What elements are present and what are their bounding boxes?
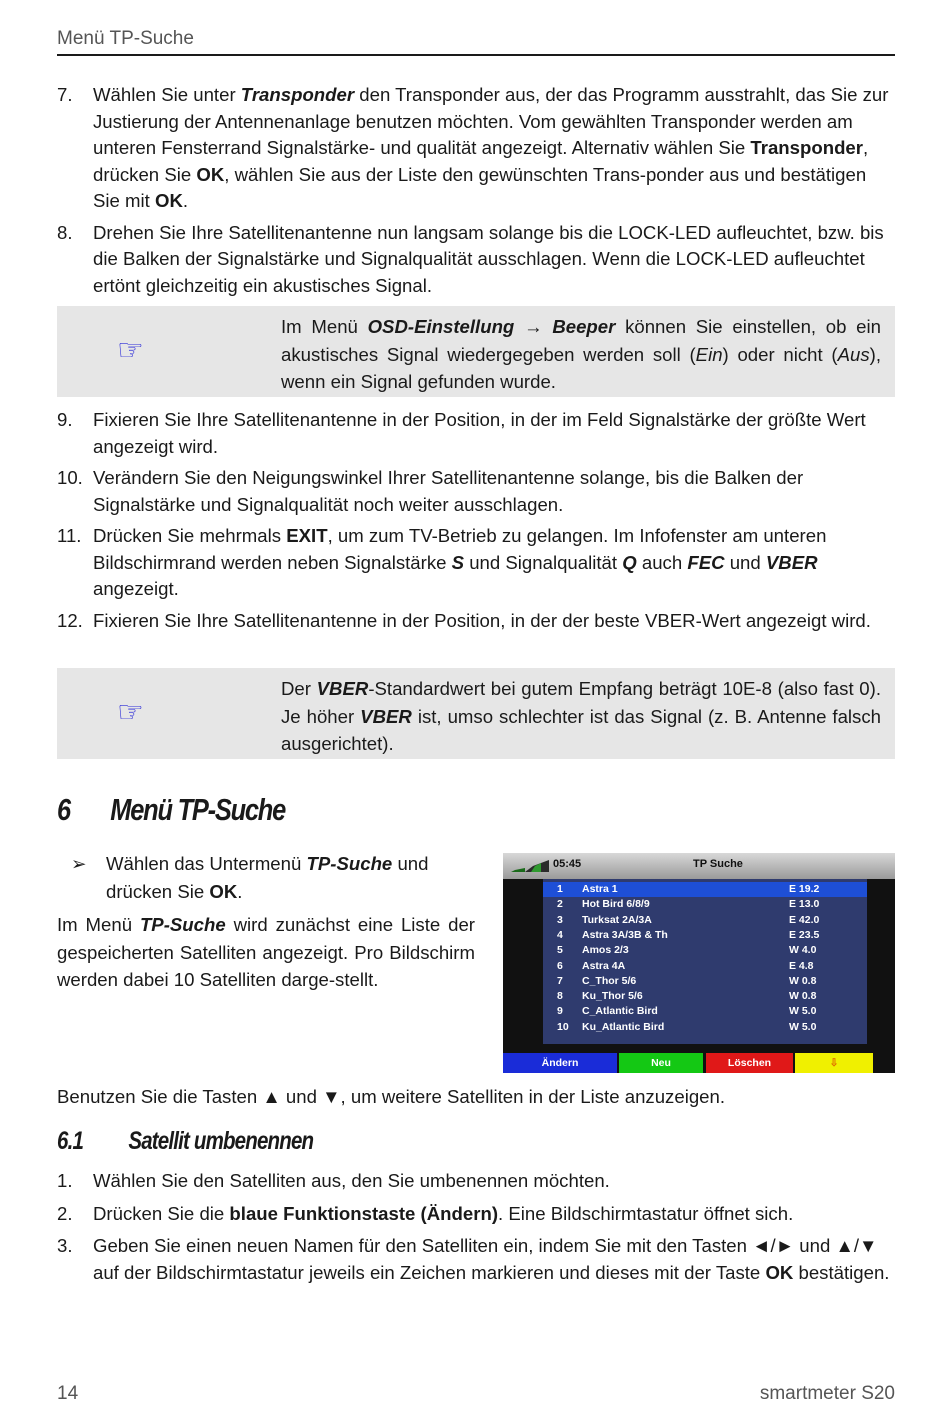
running-header: Menü TP-Suche bbox=[57, 28, 194, 49]
emphasis-run: Aus bbox=[837, 343, 870, 365]
step-number: 10. bbox=[57, 467, 83, 488]
emphasis-run: OK bbox=[765, 1261, 794, 1283]
satellite-position: E 19.2 bbox=[789, 883, 820, 895]
text-run: Benutzen Sie die Tasten ▲ und ▼, um weitere Satelliten in der Liste anzuzeigen. bbox=[57, 1086, 726, 1107]
note-text bbox=[281, 675, 881, 758]
text-run: wird zunächst eine Liste der gespeicherten Satelliten angezeigt. Pro Bildschirm werden dabei 10 Satelliten darge-stellt. bbox=[57, 914, 475, 990]
step-number: 11. bbox=[57, 525, 82, 546]
green-new-button[interactable]: Neu bbox=[619, 1053, 703, 1073]
step-text bbox=[93, 525, 826, 599]
section-title: Menü TP-Suche bbox=[110, 792, 285, 827]
emphasis-run: FEC bbox=[687, 551, 725, 573]
section6-paragraph bbox=[57, 911, 475, 994]
emphasis-run: OSD-Einstellung bbox=[367, 316, 515, 337]
satellite-position: E 13.0 bbox=[789, 898, 820, 911]
step-text bbox=[93, 610, 871, 631]
page-number: 14 bbox=[57, 1383, 79, 1404]
pointing-hand-icon: ☞ bbox=[117, 334, 144, 367]
satellite-number: 3 bbox=[557, 913, 563, 926]
step-10 bbox=[57, 465, 893, 518]
text-run: → bbox=[514, 316, 553, 337]
yellow-page-down-button[interactable]: ⇩ bbox=[795, 1053, 873, 1073]
emphasis-run: EXIT bbox=[286, 525, 328, 546]
step-text bbox=[93, 1203, 793, 1224]
satellite-name: Amos 2/3 bbox=[582, 944, 629, 957]
emphasis-run: Ein bbox=[695, 343, 723, 365]
note-beeper bbox=[57, 306, 895, 397]
satellite-position: E 4.8 bbox=[789, 959, 814, 972]
emphasis-run: OK bbox=[196, 163, 225, 185]
satellite-row[interactable] bbox=[543, 959, 867, 974]
satellite-number: 4 bbox=[557, 928, 563, 941]
step-text bbox=[93, 1235, 889, 1283]
satellite-row[interactable] bbox=[543, 913, 867, 928]
text-run: Fixieren Sie Ihre Satellitenantenne in der Position, in der im Feld Signalstärke der größte Wert angezeigt wird. bbox=[93, 409, 866, 457]
satellite-number: 2 bbox=[557, 898, 563, 911]
satellite-number: 5 bbox=[557, 944, 563, 957]
text-run: auch bbox=[636, 551, 688, 573]
text-run: und bbox=[724, 551, 766, 573]
section-title: Satellit umbenennen bbox=[128, 1127, 314, 1155]
rename-step-1 bbox=[57, 1168, 893, 1195]
blue-change-button[interactable]: Ändern bbox=[503, 1053, 617, 1073]
text-run: ) oder nicht ( bbox=[722, 343, 838, 365]
steps-rename bbox=[57, 1168, 893, 1286]
step-8 bbox=[57, 220, 893, 300]
emphasis-run: VBER bbox=[316, 678, 369, 699]
emphasis-run: Q bbox=[622, 551, 637, 573]
satellite-name: Astra 4A bbox=[582, 959, 626, 972]
text-run: bestätigen. bbox=[793, 1261, 890, 1283]
tp-search-screenshot bbox=[503, 853, 895, 1073]
satellite-number: 10 bbox=[557, 1020, 569, 1033]
text-run: , um zum TV-Betrieb zu gelangen. Im Infofenster am unteren Bildschirmrand werden neben Signalstärke bbox=[93, 525, 827, 573]
step-text bbox=[93, 409, 866, 457]
satellite-position: W 0.8 bbox=[789, 990, 817, 1003]
text-run: Drehen Sie Ihre Satellitenantenne nun langsam solange bis die LOCK-LED aufleuchtet, bzw. bis die Balken der Signalstärke und Signalqualität ausschlagen. Wenn die LOCK-LED aufleuchtet ertönt gleichzeitig ein akustisches Signal. bbox=[93, 221, 884, 296]
satellite-position: E 42.0 bbox=[789, 913, 820, 926]
satellite-position: W 5.0 bbox=[789, 1020, 817, 1033]
satellite-row[interactable] bbox=[543, 1004, 867, 1019]
pointing-hand-icon: ☞ bbox=[117, 696, 144, 729]
arrow-bullet-icon: ➢ bbox=[71, 853, 87, 874]
step-number: 3. bbox=[57, 1235, 73, 1256]
rename-step-3 bbox=[57, 1233, 893, 1286]
text-run: -Standardwert bei gutem Empfang beträgt 10E-8 (also fast 0). Je höher bbox=[281, 678, 881, 727]
step-text bbox=[93, 1170, 610, 1191]
step-text bbox=[93, 222, 884, 296]
text-run: den Transponder aus, der das Programm ausstrahlt, das Sie zur Justierung der Antennenanlage benutzen möchten. Vom gewählten Transponder werden am unteren Fensterrand Signalstärke- und qualität angezeigt. Alternativ wählen Sie bbox=[93, 84, 889, 158]
satellite-name: Ku_Atlantic Bird bbox=[582, 1020, 665, 1033]
satellite-row[interactable] bbox=[543, 943, 867, 958]
satellite-position: W 4.0 bbox=[789, 944, 817, 957]
text-run: Im Menü bbox=[281, 316, 368, 337]
satellite-row[interactable] bbox=[543, 974, 867, 989]
text-run: . bbox=[182, 190, 189, 211]
text-run: und drücken Sie bbox=[106, 853, 429, 902]
step-number: 8. bbox=[57, 221, 73, 243]
step-number: 12. bbox=[57, 609, 83, 631]
satellite-position: W 0.8 bbox=[789, 974, 817, 987]
text-run: Geben Sie einen neuen Namen für den Satelliten ein, indem Sie mit den Tasten ◄/► und ▲/▼ auf der Bildschirmtastatur jeweils ein Zeichen markieren und dieses mit der Taste bbox=[93, 1235, 878, 1283]
satellite-row[interactable] bbox=[543, 1020, 867, 1035]
step-number: 1. bbox=[57, 1170, 73, 1191]
step-11 bbox=[57, 523, 893, 603]
text-run: ist, umso schlechter ist das Signal (z. B. Antenne falsch ausgerichtet). bbox=[281, 705, 881, 754]
header-rule bbox=[57, 54, 895, 56]
section-number: 6 bbox=[57, 792, 70, 827]
red-delete-button[interactable]: Löschen bbox=[706, 1053, 793, 1073]
steps-7-8 bbox=[57, 82, 893, 299]
text-run: angezeigt. bbox=[93, 578, 179, 599]
section6-after bbox=[57, 1084, 893, 1111]
signal-logo-icon bbox=[511, 860, 549, 872]
step-text bbox=[93, 84, 888, 211]
step-number: 9. bbox=[57, 409, 73, 430]
emphasis-run: S bbox=[451, 551, 465, 573]
bullet-text bbox=[106, 853, 428, 902]
text-run: ), wenn ein Signal gefunden wurde. bbox=[281, 343, 881, 392]
text-run: können Sie einstellen, ob ein akustisches Signal wiedergegeben werden soll ( bbox=[281, 316, 881, 365]
emphasis-run: TP-Suche bbox=[139, 914, 226, 935]
text-run: Im Menü bbox=[57, 914, 140, 935]
text-run: Wählen das Untermenü bbox=[106, 853, 307, 874]
satellite-position: E 23.5 bbox=[789, 928, 820, 941]
tv-top-bar bbox=[503, 853, 895, 879]
tv-menu-title: TP Suche bbox=[693, 858, 743, 870]
satellite-name: Ku_Thor 5/6 bbox=[582, 990, 643, 1003]
satellite-name: Astra 3A/3B & Th bbox=[582, 928, 668, 941]
emphasis-run: VBER bbox=[360, 705, 412, 727]
section6-bullet bbox=[57, 850, 475, 905]
satellite-number: 6 bbox=[557, 959, 563, 972]
emphasis-run: VBER bbox=[765, 551, 818, 573]
text-run: Der bbox=[281, 678, 317, 699]
satellite-name: Astra 1 bbox=[582, 883, 618, 895]
steps-9-12 bbox=[57, 407, 893, 634]
emphasis-run: blaue Funktionstaste (Ändern) bbox=[229, 1202, 499, 1224]
satellite-number: 9 bbox=[557, 1005, 563, 1018]
step-9 bbox=[57, 407, 893, 460]
text-run: . bbox=[237, 880, 243, 902]
text-run: , wählen Sie aus der Liste den gewünschten Trans-ponder aus und bestätigen Sie mit bbox=[93, 163, 867, 211]
satellite-row[interactable] bbox=[543, 989, 867, 1004]
emphasis-run: Beeper bbox=[552, 316, 616, 337]
satellite-name: C_Thor 5/6 bbox=[582, 974, 637, 987]
product-name: smartmeter S20 bbox=[759, 1383, 895, 1404]
satellite-position: W 5.0 bbox=[789, 1005, 817, 1018]
step-number: 7. bbox=[57, 84, 73, 105]
text-run: , drücken Sie bbox=[93, 137, 869, 185]
satellite-number: 7 bbox=[557, 974, 563, 987]
text-run: Wählen Sie unter bbox=[93, 84, 241, 105]
step-text bbox=[93, 467, 803, 515]
text-run: Fixieren Sie Ihre Satellitenantenne in der Position, in der der beste VBER-Wert angezeigt wird. bbox=[93, 609, 871, 631]
step-number: 2. bbox=[57, 1202, 73, 1224]
bullet-item bbox=[57, 850, 475, 905]
text-run: und Signalqualität bbox=[464, 551, 623, 573]
tv-clock: 05:45 bbox=[553, 858, 582, 870]
text-run: Wählen Sie den Satelliten aus, den Sie umbenennen möchten. bbox=[93, 1170, 610, 1191]
satellite-number: 1 bbox=[557, 883, 563, 895]
satellite-list bbox=[543, 879, 867, 1044]
text-run: Drücken Sie die bbox=[93, 1202, 230, 1224]
emphasis-run: OK bbox=[155, 190, 183, 211]
satellite-name: Hot Bird 6/8/9 bbox=[582, 898, 650, 911]
text-run: Verändern Sie den Neigungswinkel Ihrer Satellitenantenne solange, bis die Balken der Signalstärke und Signalqualität noch weiter ausschlagen. bbox=[93, 467, 804, 515]
satellite-row[interactable] bbox=[543, 897, 867, 912]
text-run: . Eine Bildschirmtastatur öffnet sich. bbox=[498, 1202, 794, 1224]
step-12 bbox=[57, 608, 893, 635]
emphasis-run: Transponder bbox=[240, 84, 355, 105]
satellite-name: Turksat 2A/3A bbox=[582, 913, 652, 926]
satellite-name: C_Atlantic Bird bbox=[582, 1005, 658, 1018]
section-number: 6.1 bbox=[57, 1127, 84, 1155]
emphasis-run: OK bbox=[209, 880, 238, 902]
emphasis-run: Transponder bbox=[750, 137, 864, 158]
satellite-row[interactable] bbox=[543, 928, 867, 943]
satellite-number: 8 bbox=[557, 990, 563, 1003]
text-run: Drücken Sie mehrmals bbox=[93, 525, 287, 546]
satellite-row[interactable] bbox=[543, 882, 867, 897]
section-heading-6 bbox=[57, 792, 285, 828]
rename-step-2 bbox=[57, 1201, 893, 1228]
section-heading-6-1 bbox=[57, 1127, 313, 1156]
note-text bbox=[281, 313, 881, 396]
note-vber bbox=[57, 668, 895, 759]
step-7 bbox=[57, 82, 893, 215]
emphasis-run: TP-Suche bbox=[306, 853, 393, 874]
